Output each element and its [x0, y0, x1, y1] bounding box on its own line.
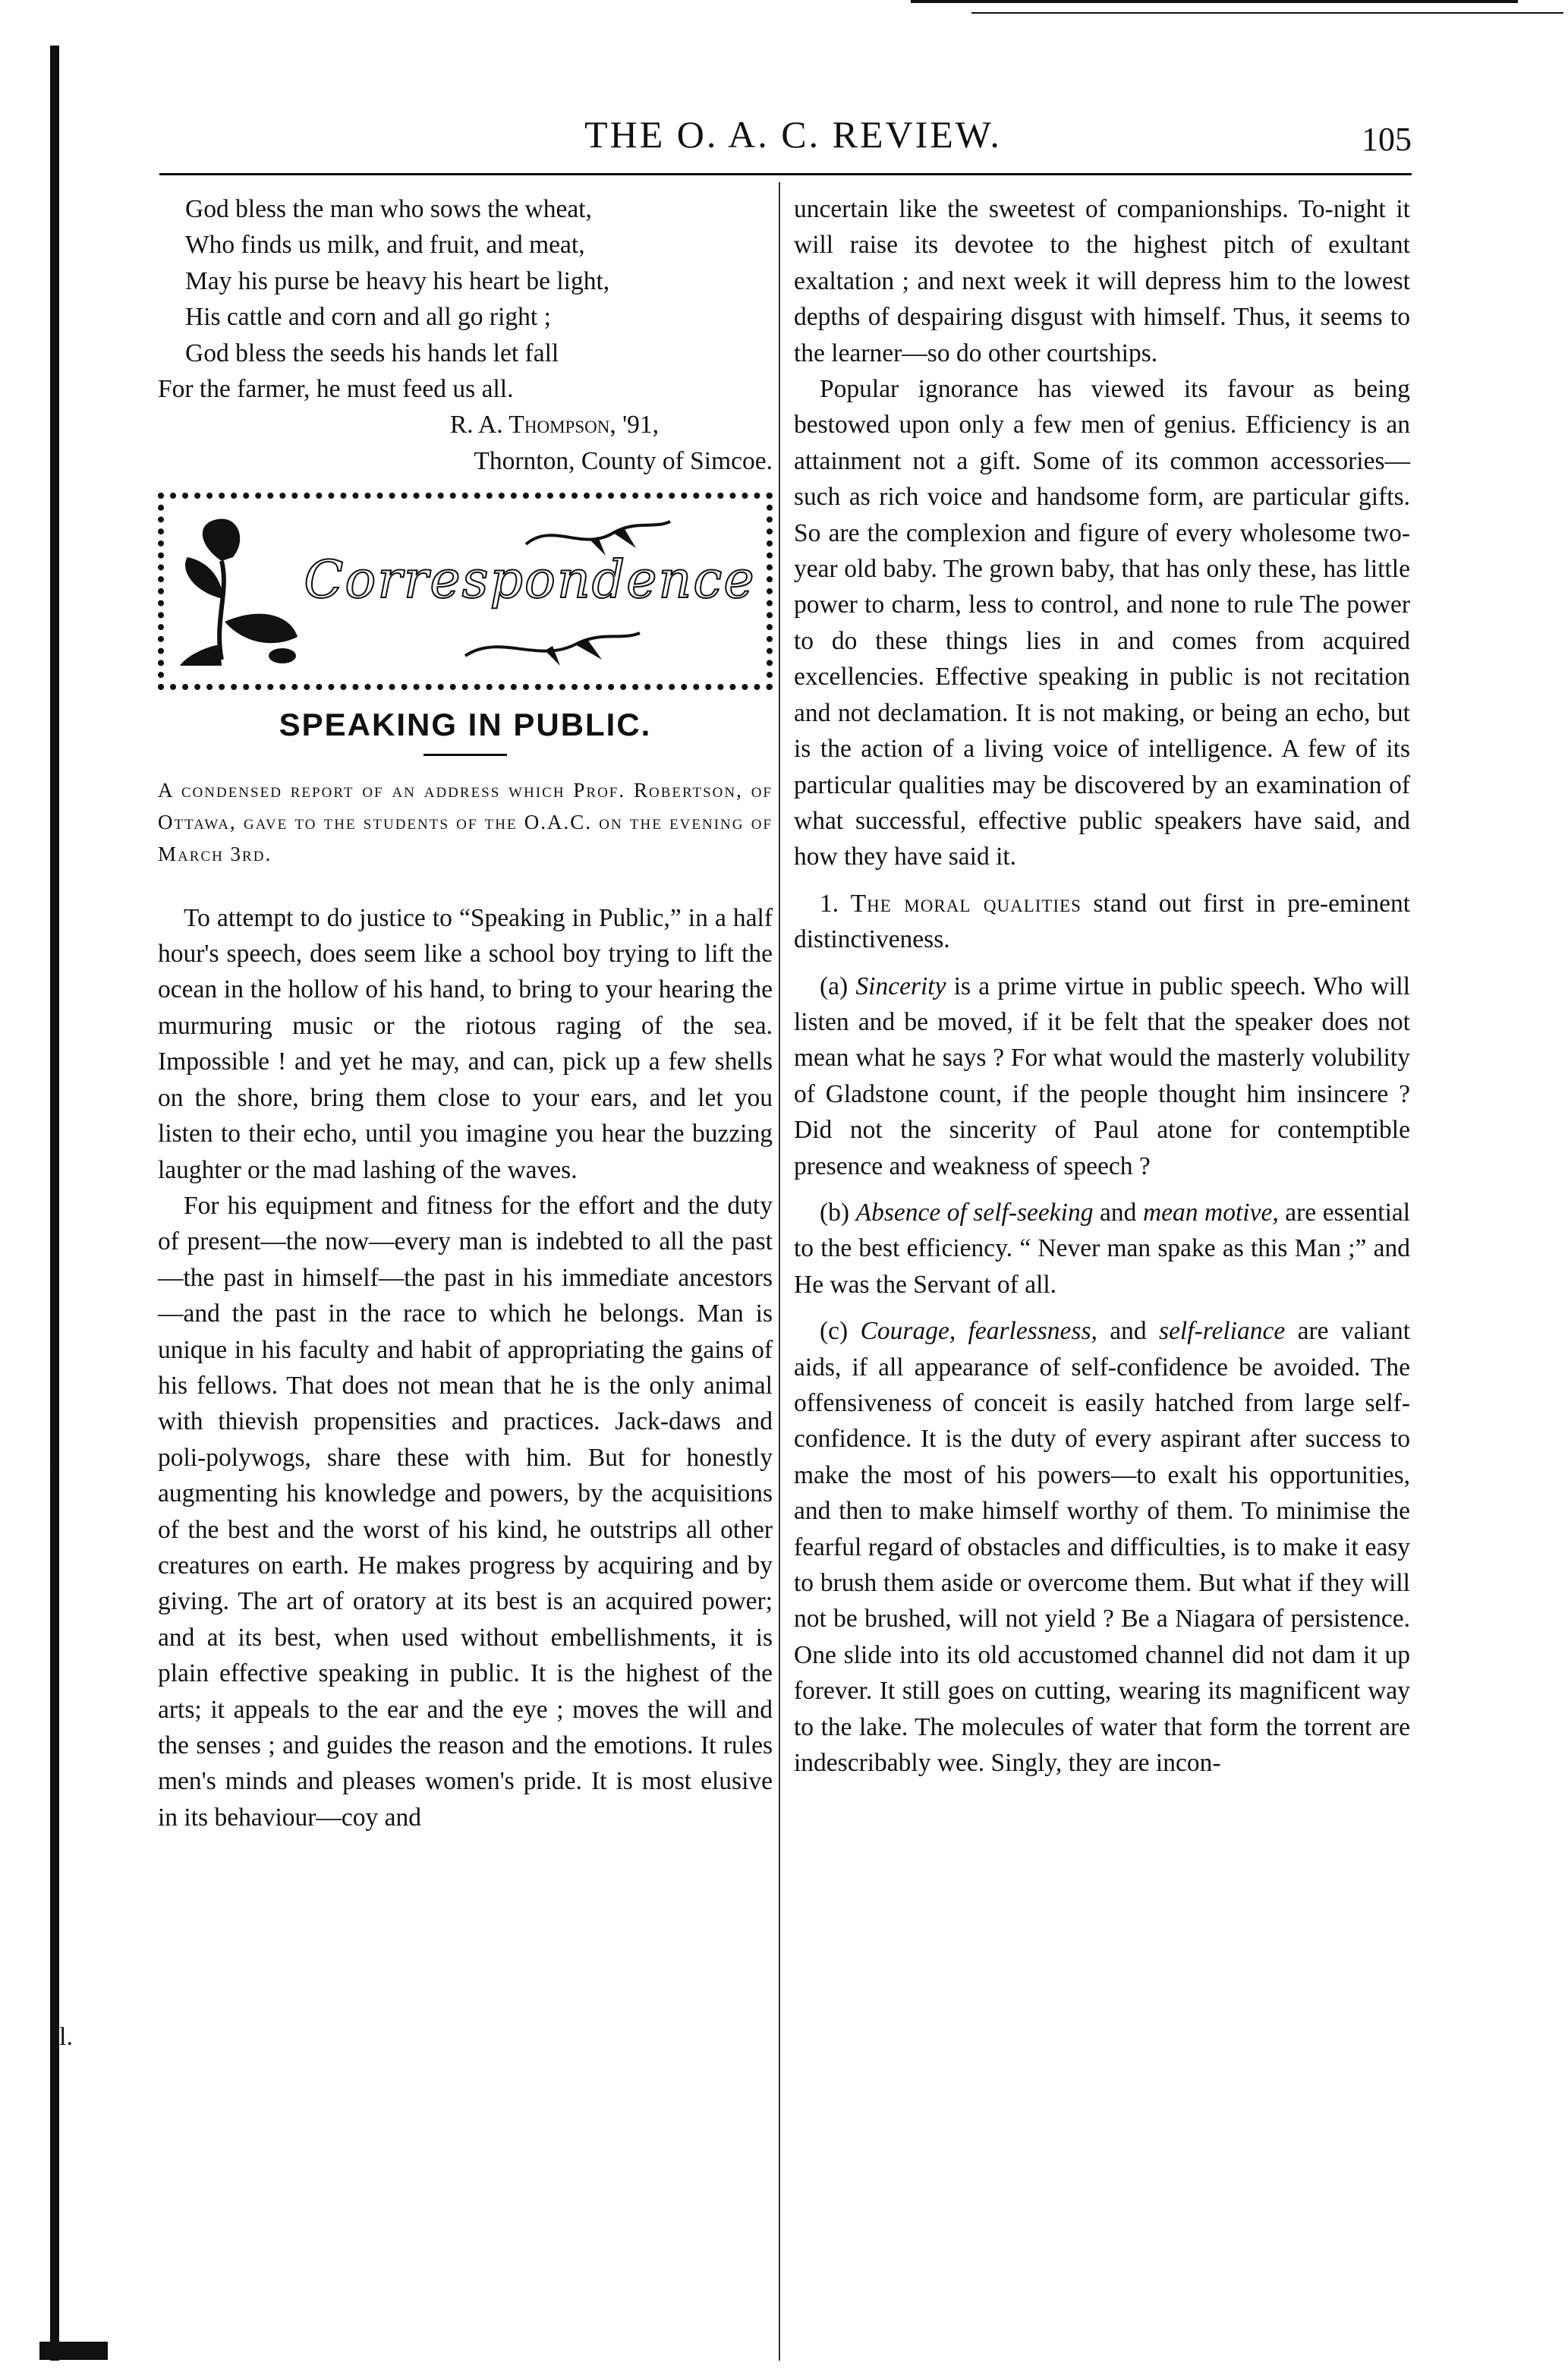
paragraph: For his equipment and fitness for the effort and the duty of present—the now—every man is indebted to all the past—the past in himself—the past in his immediate ancestors—and the past in the race to which he belongs. Man is unique in his faculty and habit of appropriating the gains of his fellows. That does not mean that he is the only animal with thievish propensities and practices. Jack-daws and poli-polywogs, share these with him. But for honestly augmenting his knowledge and powers, by the acquisitions of the best and the worst of his kind, he outstrips all other creatures on earth. He makes progress by acquiring and by giving. The art of oratory at its best is an acquired power; and at its best, when used without embellishments, it is plain effective speaking in public. It is the highest of the arts; it appeals to the ear and the eye ; moves the will and the senses ; and guides the reason and the emotions. It rules men's minds and pleases women's pride. It is most elusive in its behaviour—coy and [158, 1191, 773, 1832]
header-rule [159, 173, 1412, 175]
item-term: Absence of self-seeking [855, 1198, 1094, 1227]
item-term: Sincerity [855, 972, 946, 1000]
poem [158, 191, 773, 479]
page-number: 105 [1362, 121, 1412, 158]
section-number: 1. [820, 889, 839, 918]
item-text: are valiant aids, if all appearance of self-confidence be avoided. The offensiveness of conceit is easily hatched from large self-confidence. It is the duty of every aspirant after success to make the most of his powers—to exalt his opportunities, and then to make himself worthy of them. To minimise the fearful regard of obstacles and difficulties, is to make it easy to brush them aside or overcome them. But what if they will not be brushed, will not yield ? Be a Niagara of persistence. One slide into its old accustomed channel did not dam it up forever. It still goes on cutting, wearing its magnificent way to the lake. The molecules of water that form the torrent are indescribably wee. Singly, they are incon- [794, 1317, 1411, 1778]
paragraph: Popular ignorance has viewed its favour as being bestowed upon only a few men of genius. Efficiency is an attainment not a gift. Some of its common accessories—such as rich voice and handsome form, are particular gifts. So are the complexion and figure of every wholesome two-year old baby. The grown baby, that has only these, has little power to charm, less to control, and none to rule The power to do these things lies in and comes from acquired excellencies. Effective speaking in public is not recitation and not declamation. It is not making, or being an echo, but is the action of a living voice of intelligence. A few of its particular qualities may be discovered by an examination of what successful, effective public speakers have said, and how they have said it. [794, 375, 1410, 871]
binding-edge-foot [39, 2342, 108, 2360]
article-title: SPEAKING IN PUBLIC. [279, 707, 652, 743]
item-text: are essential to the best efficiency. “ Never man spake as this Man ;” and He was the Servant of all. [794, 1198, 1411, 1299]
paragraph: uncertain like the sweetest of companionships. To-night it will raise its devotee to the highest pitch of exultant exaltation ; and next week it will depress him to the lowest depths of despairing disgust with himself. Thus, it seems to the learner—so do other courtships. [794, 195, 1410, 367]
section-moral-qualities [794, 886, 1410, 958]
section-heading: The moral qualities [850, 889, 1082, 918]
poem-line: God bless the man who sows the wheat, [185, 195, 592, 223]
flourish-bottom-icon [461, 622, 644, 667]
correspondence-banner [158, 493, 773, 690]
poem-line: God bless the seeds his hands let fall [185, 339, 559, 367]
item-sincerity [794, 969, 1410, 1184]
item-term: self-reliance [1159, 1317, 1286, 1346]
item-text: is a prime virtue in public speech. Who will listen and be moved, if it be felt that the speaker does not mean what he says ? For what would the masterly volubility of Gladstone count, if the people thought him insincere ? Did not the sincerity of Paul atone for contemptible presence and weakness of speech ? [794, 972, 1411, 1180]
banner-title: Correspondence [304, 550, 756, 611]
poem-line: For the farmer, he must feed us all. [158, 375, 514, 404]
item-term: Courage, fearlessness, [860, 1317, 1097, 1346]
item-connector: and [1110, 1317, 1147, 1346]
column-divider [779, 182, 780, 2361]
page-header [159, 112, 1427, 165]
right-column [794, 191, 1410, 1781]
item-label: (c) [820, 1317, 849, 1346]
binding-edge-bar [50, 46, 59, 2361]
top-decorative-rule [911, 0, 1518, 3]
margin-letter: l. [59, 2023, 73, 2051]
running-head: THE O. A. C. REVIEW. [584, 113, 1002, 156]
section-text: stand out first in pre-eminent distinctiveness. [794, 889, 1410, 954]
flower-ornament-icon [176, 515, 305, 667]
title-rule [423, 754, 507, 756]
poem-line: May his purse be heavy his heart be light, [185, 266, 610, 295]
article-subtitle: A condensed report of an address which Prof. Robertson, of Ottawa, gave to the students of the O.A.C. on the evening of March 3rd. [158, 778, 773, 865]
poem-signature-place: Thornton, County of Simcoe. [474, 446, 773, 475]
margin-semicolon: ; [49, 1442, 56, 1470]
poem-line: His cattle and corn and all go right ; [185, 303, 551, 332]
paragraph: To attempt to do justice to “Speaking in Public,” in a half hour's speech, does seem like a school boy trying to lift the ocean in the hollow of his hand, to bring to your hearing the murmuring music or the riotous raging of the sea. Impossible ! and yet he may, and can, pick up a few shells on the shore, bring them close to your ears, and let you listen to their echo, until you imagine you hear the buzzing laughter or the mad lashing of the waves. [158, 903, 773, 1184]
item-absence [794, 1195, 1410, 1303]
item-connector: and [1100, 1198, 1137, 1227]
item-courage [794, 1313, 1410, 1781]
item-term: mean motive, [1142, 1198, 1279, 1227]
left-column [158, 191, 773, 1835]
poem-line: Who finds us milk, and fruit, and meat, [185, 231, 585, 260]
item-label: (a) [820, 972, 849, 1000]
item-label: (b) [820, 1198, 850, 1227]
top-decorative-rule-thin [971, 12, 1563, 14]
poem-signature-name: R. A. Thompson, '91, [449, 411, 659, 439]
